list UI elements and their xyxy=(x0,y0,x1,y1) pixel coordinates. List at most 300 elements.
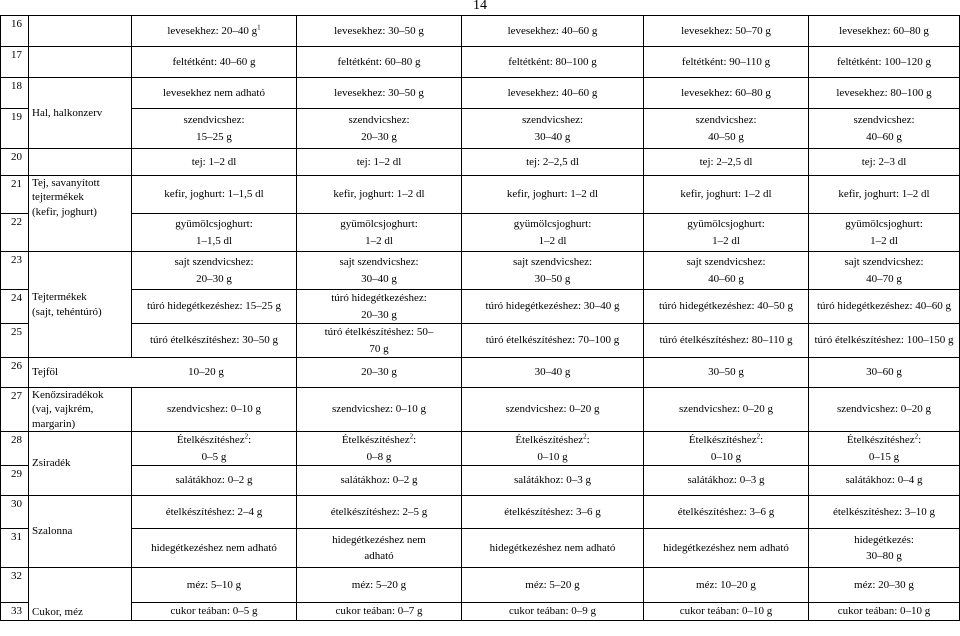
category-label: Szalonna xyxy=(32,525,73,538)
table-row xyxy=(1,466,960,496)
cell-text: cukor teában: 0–10 g xyxy=(679,605,773,618)
cell-text: szendvicshez: xyxy=(521,114,584,126)
cell-text: hidegétkezés: xyxy=(854,533,914,546)
cell-line xyxy=(646,271,806,288)
value-cell xyxy=(809,16,960,47)
cell-line xyxy=(646,254,806,271)
row-number: 31 xyxy=(1,529,29,568)
value-cell xyxy=(644,568,809,603)
cell-line xyxy=(464,577,641,594)
value-cell xyxy=(132,324,297,358)
cell-line xyxy=(299,23,459,40)
value-cell xyxy=(809,496,960,529)
cell-line xyxy=(464,112,641,129)
cell-text: túró hidegétkezéshez: xyxy=(331,292,427,304)
cell-text: tej: 1–2 dl xyxy=(356,155,402,168)
cell-text: salátákhoz: 0–3 g xyxy=(514,474,591,487)
cell-text: 30–60 g xyxy=(866,366,902,379)
cell-line xyxy=(811,472,957,489)
value-cell xyxy=(132,466,297,496)
table-row xyxy=(1,78,960,109)
cell-text: 10–20 g xyxy=(188,366,224,379)
cell-line xyxy=(464,271,641,288)
cell-text: levesekhez: 60–80 g xyxy=(681,86,771,99)
cell-line xyxy=(464,540,641,557)
cell-text: 0–10 g xyxy=(537,450,568,463)
category-label: Tejtermékek xyxy=(32,291,87,304)
cell-text: 1–2 dl xyxy=(538,234,567,247)
value-cell xyxy=(462,388,644,432)
cell-line xyxy=(134,449,294,466)
cell-line xyxy=(646,233,806,250)
row-number: 21 xyxy=(1,176,29,214)
value-cell xyxy=(297,529,462,568)
cell-text: méz: 10–20 g xyxy=(696,578,756,591)
value-cell xyxy=(462,47,644,78)
cell-line xyxy=(646,603,806,620)
value-cell xyxy=(132,290,297,324)
cell-line xyxy=(646,432,806,449)
cell-line xyxy=(464,186,641,203)
value-cell xyxy=(809,47,960,78)
cell-text: sajt szendvicshez: xyxy=(512,256,593,268)
cell-text: levesekhez: 50–70 g xyxy=(681,24,771,37)
cell-text: túró ételkészítéshez: 50– xyxy=(324,326,434,338)
footnote-marker: 2 xyxy=(583,432,587,441)
value-cell xyxy=(297,47,462,78)
category-label: margarin) xyxy=(32,417,76,430)
cell-line xyxy=(134,401,294,418)
value-cell xyxy=(132,214,297,252)
row-number: 22 xyxy=(1,214,29,252)
value-cell xyxy=(132,176,297,214)
cell-line xyxy=(646,332,806,349)
row-number: 25 xyxy=(1,324,29,358)
cell-line xyxy=(134,85,294,102)
cell-text: cukor teában: 0–10 g xyxy=(837,605,931,618)
value-cell xyxy=(297,324,462,358)
value-cell xyxy=(297,388,462,432)
value-cell xyxy=(297,568,462,603)
cell-line xyxy=(134,271,294,288)
row-number: 32 xyxy=(1,568,29,603)
cell-text: ételkészítéshez: 2–4 g xyxy=(165,505,263,518)
cell-line xyxy=(646,401,806,418)
cell-text: 70 g xyxy=(369,342,389,355)
cell-line xyxy=(646,472,806,489)
cell-text: feltétként: 80–100 g xyxy=(508,55,597,68)
cell-text: méz: 5–20 g xyxy=(351,578,407,591)
cell-line xyxy=(811,504,957,521)
cell-line xyxy=(646,54,806,71)
category-empty xyxy=(29,16,132,47)
category-label: (kefir, joghurt) xyxy=(32,205,97,218)
value-cell xyxy=(809,109,960,149)
cell-text: tej: 1–2 dl xyxy=(191,155,237,168)
cell-line xyxy=(811,129,957,146)
value-cell xyxy=(297,432,462,466)
cell-text: 30–80 g xyxy=(866,550,902,562)
cell-text: szendvicshez: xyxy=(853,114,915,126)
cell-line xyxy=(811,332,957,349)
cell-line xyxy=(299,449,459,466)
cell-line xyxy=(811,432,957,449)
footnote-marker: 1 xyxy=(257,23,261,32)
cell-line xyxy=(299,603,459,620)
cell-text: kefir, joghurt: 1–2 dl xyxy=(838,188,930,201)
cell-text: sajt szendvicshez: xyxy=(844,256,924,268)
cell-text: feltétként: 40–60 g xyxy=(172,55,256,68)
category-label: Zsiradék xyxy=(32,457,71,470)
cell-text: 1–1,5 dl xyxy=(195,234,233,247)
cell-line xyxy=(464,364,641,381)
table-row xyxy=(1,252,960,290)
cell-line xyxy=(299,432,459,449)
cell-text: levesekhez: 30–50 g xyxy=(334,86,424,99)
value-cell xyxy=(462,16,644,47)
value-cell xyxy=(809,149,960,176)
value-cell xyxy=(809,358,960,388)
cell-text: feltétként: 100–120 g xyxy=(836,55,932,68)
cell-line xyxy=(811,449,957,466)
cell-text: tej: 2–2,5 dl xyxy=(526,155,579,168)
cell-line xyxy=(464,332,641,349)
cell-text: 15–25 g xyxy=(196,130,232,143)
cell-text: 30–50 g xyxy=(708,366,744,379)
cell-line xyxy=(646,449,806,466)
cell-line xyxy=(299,341,459,358)
table-row xyxy=(1,47,960,78)
cell-line xyxy=(299,307,459,324)
cell-text: sajt szendvicshez: xyxy=(174,256,254,268)
cell-text: 1–2 dl xyxy=(712,234,740,247)
cell-line xyxy=(134,186,294,203)
cell-text: 30–40 g xyxy=(534,130,571,143)
value-cell xyxy=(462,176,644,214)
cell-line xyxy=(299,112,459,129)
cell-text: túró hidegétkezéshez: 40–60 g xyxy=(816,300,952,313)
category-label: Cukor, méz xyxy=(32,605,83,618)
value-cell xyxy=(462,603,644,621)
value-cell xyxy=(297,290,462,324)
cell-text: 20–30 g xyxy=(361,308,397,321)
cell-text: hidegétkezéshez nem adható xyxy=(489,541,616,554)
cell-text: Ételkészítéshez xyxy=(515,434,584,446)
category-tej xyxy=(29,176,132,252)
value-cell xyxy=(644,47,809,78)
cell-text: gyümölcsjoghurt: xyxy=(513,218,592,230)
cell-line xyxy=(811,548,957,565)
cell-text: 40–60 g xyxy=(708,272,744,285)
cell-text: sajt szendvicshez: xyxy=(686,256,766,268)
page-number: 14 xyxy=(473,0,487,13)
footnote-marker: 2 xyxy=(244,432,249,441)
cell-line xyxy=(646,186,806,203)
cell-text: levesekhez: 40–60 g xyxy=(507,86,598,99)
cell-text: túró ételkészítéshez: 30–50 g xyxy=(150,334,278,347)
value-cell xyxy=(132,432,297,466)
cell-line xyxy=(811,401,957,418)
cell-line xyxy=(299,364,459,381)
cell-text: méz: 20–30 g xyxy=(854,578,914,591)
cell-text: feltétként: 60–80 g xyxy=(337,55,421,68)
value-cell xyxy=(809,176,960,214)
cell-line xyxy=(134,216,294,233)
colon: : xyxy=(248,434,252,446)
cell-text: cukor teában: 0–7 g xyxy=(335,605,423,618)
cell-line xyxy=(811,23,957,40)
value-cell xyxy=(462,432,644,466)
cell-text: 20–30 g xyxy=(361,366,397,379)
value-cell xyxy=(644,214,809,252)
value-cell xyxy=(297,466,462,496)
cell-line xyxy=(134,504,294,521)
cell-line xyxy=(646,577,806,594)
cell-text: kefir, joghurt: 1–1,5 dl xyxy=(164,188,264,201)
cell-text: tej: 2–2,5 dl xyxy=(699,155,753,168)
cell-text: gyümölcsjoghurt: xyxy=(175,218,253,230)
footnote-marker: 2 xyxy=(409,432,414,441)
table-row xyxy=(1,358,960,388)
category-zsiradek xyxy=(29,432,132,496)
category-label: (sajt, tehéntúró) xyxy=(32,305,102,318)
category-hal xyxy=(29,78,132,149)
row-number: 28 xyxy=(1,432,29,466)
cell-text: szendvicshez: 0–10 g xyxy=(331,403,427,416)
category-kenozsir xyxy=(29,388,132,432)
value-cell xyxy=(132,388,297,432)
table-row xyxy=(1,432,960,466)
cell-line xyxy=(464,216,641,233)
cell-line xyxy=(811,154,957,171)
value-cell xyxy=(644,358,809,388)
cell-line xyxy=(299,504,459,521)
category-label: Hal, halkonzerv xyxy=(32,106,103,119)
value-cell xyxy=(132,78,297,109)
cell-text: hidegétkezéshez nem adható xyxy=(151,541,277,554)
cell-line xyxy=(299,233,459,250)
cell-text: 40–70 g xyxy=(866,272,902,285)
cell-line xyxy=(299,154,459,171)
cell-text: kefir, joghurt: 1–2 dl xyxy=(333,188,425,201)
cell-line xyxy=(811,254,957,271)
cell-line xyxy=(811,112,957,129)
value-cell xyxy=(132,496,297,529)
value-cell xyxy=(644,529,809,568)
cell-line xyxy=(464,54,641,71)
value-cell xyxy=(297,78,462,109)
cell-line xyxy=(134,577,294,594)
cell-text: Ételkészítéshez xyxy=(846,434,915,446)
cell-line xyxy=(299,532,459,549)
category-tejfol xyxy=(29,358,297,388)
portion-table xyxy=(0,15,960,621)
value-cell xyxy=(644,78,809,109)
table-row xyxy=(1,149,960,176)
cell-text: hidegétkezéshez nem xyxy=(332,533,426,546)
cell-text: ételkészítéshez: 3–6 g xyxy=(504,505,601,518)
value-cell xyxy=(644,252,809,290)
cell-text: 20–30 g xyxy=(361,130,397,143)
cell-text: levesekhez: 40–60 g xyxy=(507,24,598,37)
cell-line xyxy=(811,271,957,288)
cell-line xyxy=(134,432,294,449)
value-cell xyxy=(644,16,809,47)
cell-line xyxy=(464,23,641,40)
value-cell xyxy=(462,358,644,388)
table-row xyxy=(1,176,960,214)
value-cell xyxy=(644,603,809,621)
cell-text: kefir, joghurt: 1–2 dl xyxy=(506,188,599,201)
value-cell xyxy=(462,496,644,529)
cell-line xyxy=(646,216,806,233)
value-cell xyxy=(297,109,462,149)
cell-text: 0–10 g xyxy=(710,450,742,463)
value-cell xyxy=(644,176,809,214)
table-row xyxy=(1,568,960,603)
cell-text: salátákhoz: 0–2 g xyxy=(340,474,418,487)
row-number: 16 xyxy=(1,16,29,47)
value-cell xyxy=(297,16,462,47)
row-number: 29 xyxy=(1,466,29,496)
cell-line xyxy=(646,129,806,146)
cell-line xyxy=(464,603,641,620)
cell-line xyxy=(646,540,806,557)
footnote-marker: 2 xyxy=(756,432,761,441)
value-cell xyxy=(462,324,644,358)
cell-text: 20–30 g xyxy=(196,272,232,285)
value-cell xyxy=(132,568,297,603)
cell-line xyxy=(134,254,294,271)
cell-text: salátákhoz: 0–4 g xyxy=(845,474,923,487)
cell-text: levesekhez: 20–40 g xyxy=(167,24,258,37)
cell-text: salátákhoz: 0–3 g xyxy=(687,474,765,487)
cell-text: 30–40 g xyxy=(361,272,397,285)
cell-text: ételkészítéshez: 3–6 g xyxy=(677,505,775,518)
cell-text: túró hidegétkezéshez: 30–40 g xyxy=(485,300,620,313)
value-cell xyxy=(297,358,462,388)
cell-text: szendvicshez: 0–20 g xyxy=(505,403,600,416)
value-cell xyxy=(462,214,644,252)
cell-line xyxy=(464,432,641,449)
value-cell xyxy=(644,466,809,496)
cell-line xyxy=(134,154,294,171)
cell-text: 40–60 g xyxy=(866,130,902,143)
cell-text: hidegétkezéshez nem adható xyxy=(663,541,789,554)
value-cell xyxy=(644,388,809,432)
cell-line xyxy=(811,532,957,549)
cell-text: Ételkészítéshez xyxy=(341,434,410,446)
table-row xyxy=(1,496,960,529)
value-cell xyxy=(809,252,960,290)
value-cell xyxy=(809,214,960,252)
colon: : xyxy=(413,434,417,446)
value-cell xyxy=(462,109,644,149)
cell-line xyxy=(134,233,294,250)
category-tejtermekek xyxy=(29,252,132,358)
cell-line xyxy=(811,298,957,315)
cell-text: feltétként: 90–110 g xyxy=(681,55,771,68)
cell-text: méz: 5–20 g xyxy=(525,578,580,591)
value-cell xyxy=(644,324,809,358)
value-cell xyxy=(462,568,644,603)
cell-line xyxy=(134,332,294,349)
cell-text: 30–40 g xyxy=(534,366,571,379)
value-cell xyxy=(809,388,960,432)
cell-text: Ételkészítéshez xyxy=(176,434,245,446)
value-cell xyxy=(809,529,960,568)
cell-line xyxy=(646,23,806,40)
cell-line xyxy=(646,85,806,102)
cell-text: salátákhoz: 0–2 g xyxy=(175,474,253,487)
cell-line xyxy=(134,298,294,315)
cell-line xyxy=(134,129,294,146)
category-label: (vaj, vajkrém, xyxy=(32,403,94,416)
value-cell xyxy=(644,432,809,466)
row-number: 33 xyxy=(1,603,29,621)
category-label: Tej, savanyított xyxy=(32,177,100,189)
cell-line xyxy=(464,298,641,315)
cell-line xyxy=(299,271,459,288)
cell-line xyxy=(646,364,806,381)
cell-text: szendvicshez: 0–20 g xyxy=(678,403,774,416)
table-row xyxy=(1,214,960,252)
cell-line xyxy=(811,85,957,102)
row-number: 18 xyxy=(1,78,29,109)
cell-line xyxy=(134,472,294,489)
cell-line xyxy=(299,401,459,418)
table-row xyxy=(1,290,960,324)
row-number: 19 xyxy=(1,109,29,149)
cell-text: gyümölcsjoghurt: xyxy=(687,218,765,230)
cell-text: 0–8 g xyxy=(366,450,392,463)
table-row xyxy=(1,324,960,358)
cell-line xyxy=(811,603,957,620)
cell-line xyxy=(134,23,294,40)
value-cell xyxy=(644,290,809,324)
value-cell xyxy=(809,568,960,603)
value-cell xyxy=(132,252,297,290)
value-cell xyxy=(297,603,462,621)
cell-line xyxy=(134,540,294,557)
cell-text: kefir, joghurt: 1–2 dl xyxy=(680,188,772,201)
cell-text: tej: 2–3 dl xyxy=(861,155,907,168)
value-cell xyxy=(462,466,644,496)
cell-text: túró ételkészítéshez: 80–110 g xyxy=(659,334,793,347)
row-number: 23 xyxy=(1,252,29,290)
value-cell xyxy=(809,324,960,358)
cell-line xyxy=(464,472,641,489)
cell-text: túró hidegétkezéshez: 15–25 g xyxy=(146,300,282,313)
cell-line xyxy=(464,401,641,418)
cell-text: 40–50 g xyxy=(708,130,744,143)
row-number: 17 xyxy=(1,47,29,78)
cell-line xyxy=(299,290,459,307)
cell-text: 1–2 dl xyxy=(870,234,898,247)
cell-line xyxy=(299,548,459,565)
value-cell xyxy=(809,290,960,324)
cell-text: méz: 5–10 g xyxy=(186,578,242,591)
table-row xyxy=(1,603,960,621)
cell-text: adható xyxy=(364,550,394,562)
colon: : xyxy=(918,434,922,446)
cell-text: ételkészítéshez: 2–5 g xyxy=(330,505,428,518)
cell-line xyxy=(464,154,641,171)
cell-line xyxy=(646,112,806,129)
cell-line xyxy=(299,54,459,71)
cell-line xyxy=(299,472,459,489)
cell-line xyxy=(464,85,641,102)
